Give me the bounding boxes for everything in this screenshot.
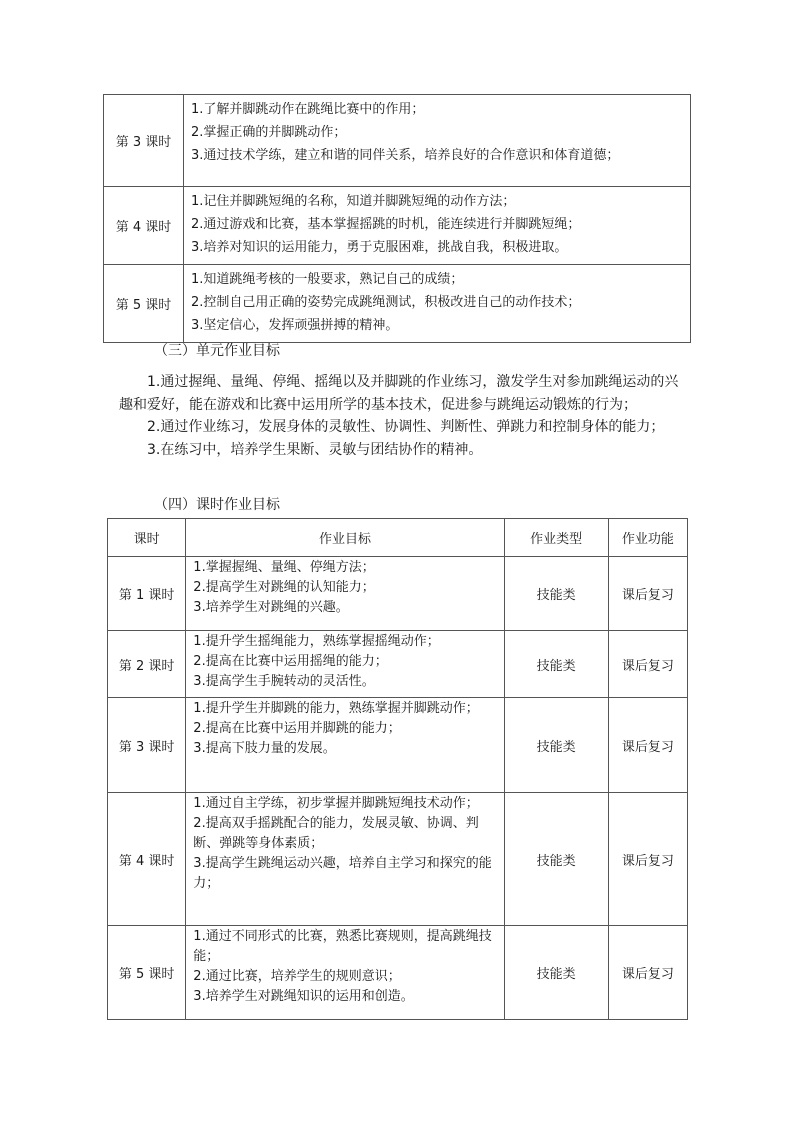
column-header: 作业功能	[608, 519, 687, 557]
lesson-goals-table	[103, 94, 691, 343]
section-heading: （四）课时作业目标	[154, 497, 280, 513]
goal-line: 3.培养对知识的运用能力，勇于克服困难，挑战自我，积极进取。	[191, 240, 568, 255]
goal-line: 1.知道跳绳考核的一般要求，熟记自己的成绩；	[191, 272, 464, 287]
lesson-cell: 第 4 课时	[108, 793, 186, 926]
goal-line: 2.掌握正确的并脚跳动作；	[191, 125, 347, 140]
table-row	[108, 698, 688, 793]
table-row	[104, 187, 691, 265]
column-header: 作业目标	[186, 519, 504, 557]
type-cell: 技能类	[504, 557, 608, 631]
type-cell: 技能类	[504, 793, 608, 926]
function-cell: 课后复习	[608, 698, 687, 793]
type-cell: 技能类	[504, 698, 608, 793]
goal-line: 1.了解并脚跳动作在跳绳比赛中的作用；	[191, 102, 425, 117]
goal-line: 1.提升学生并脚跳的能力，熟练掌握并脚跳动作；	[193, 701, 479, 716]
goals-cell	[186, 926, 504, 1020]
lesson-cell: 第 3 课时	[104, 95, 184, 187]
goal-line: 2.提高在比赛中运用摇绳的能力；	[193, 654, 388, 669]
lesson-cell: 第 4 课时	[104, 187, 184, 265]
table-row	[104, 265, 691, 343]
goal-line: 1.通过自主学练，初步掌握并脚跳短绳技术动作；	[193, 796, 479, 811]
unit-goals-text	[119, 371, 679, 461]
lesson-cell: 第 5 课时	[104, 265, 184, 343]
goal-line: 1.提升学生摇绳能力，熟练掌握摇绳动作；	[193, 634, 440, 649]
goal-line: 3.提高学生手腕转动的灵活性。	[193, 674, 375, 689]
goal-line: 1.通过不同形式的比赛，熟悉比赛规则，提高跳绳技能；	[193, 929, 492, 964]
lesson-cell: 第 3 课时	[108, 698, 186, 793]
paragraph: 2.通过作业练习，发展身体的灵敏性、协调性、判断性、弹跳力和控制身体的能力；	[147, 419, 665, 435]
table-row	[108, 557, 688, 631]
homework-goals-table	[107, 518, 688, 1020]
goal-line: 3.坚定信心，发挥顽强拼搏的精神。	[191, 318, 399, 333]
goals-cell	[186, 698, 504, 793]
goal-line: 3.通过技术学练，建立和谐的同伴关系，培养良好的合作意识和体育道德；	[191, 148, 620, 163]
goal-line: 3.提高下肢力量的发展。	[193, 741, 336, 756]
lesson-cell: 第 2 课时	[108, 631, 186, 698]
goals-cell	[186, 557, 504, 631]
goals-cell	[184, 187, 691, 265]
function-cell: 课后复习	[608, 793, 687, 926]
goal-line: 2.提高在比赛中运用并脚跳的能力；	[193, 721, 401, 736]
table-row	[108, 793, 688, 926]
table-row	[108, 926, 688, 1020]
goal-line: 3.提高学生跳绳运动兴趣，培养自主学习和探究的能力；	[193, 856, 492, 891]
table-row	[108, 631, 688, 698]
goal-line: 2.提高学生对跳绳的认知能力；	[193, 580, 375, 595]
goals-cell	[184, 265, 691, 343]
goal-line: 1.掌握握绳、量绳、停绳方法；	[193, 560, 375, 575]
column-header: 作业类型	[504, 519, 608, 557]
goal-line: 2.通过比赛，培养学生的规则意识；	[193, 969, 401, 984]
function-cell: 课后复习	[608, 557, 687, 631]
goals-cell	[186, 793, 504, 926]
paragraph: 1.通过握绳、量绳、停绳、摇绳以及并脚跳的作业练习，激发学生对参加跳绳运动的兴趣和爱好，能在游戏和比赛中运用所学的基本技术，促进参与跳绳运动锻炼的行为；	[119, 374, 679, 413]
goal-line: 2.通过游戏和比赛，基本掌握摇跳的时机，能连续进行并脚跳短绳；	[191, 217, 581, 232]
section-heading: （三）单元作业目标	[154, 343, 280, 359]
goal-line: 2.提高双手摇跳配合的能力，发展灵敏、协调、判断、弹跳等身体素质；	[193, 816, 479, 851]
goal-line: 1.记住并脚跳短绳的名称，知道并脚跳短绳的动作方法；	[191, 194, 516, 209]
goal-line: 3.培养学生对跳绳知识的运用和创造。	[193, 989, 414, 1004]
paragraph: 3.在练习中，培养学生果断、灵敏与团结协作的精神。	[147, 441, 483, 458]
function-cell: 课后复习	[608, 631, 687, 698]
lesson-cell: 第 5 课时	[108, 926, 186, 1020]
type-cell: 技能类	[504, 631, 608, 698]
table-row	[104, 95, 691, 187]
type-cell: 技能类	[504, 926, 608, 1020]
table-header-row	[108, 519, 688, 557]
goals-cell	[186, 631, 504, 698]
lesson-cell: 第 1 课时	[108, 557, 186, 631]
goal-line: 2.控制自己用正确的姿势完成跳绳测试，积极改进自己的动作技术；	[191, 295, 581, 310]
goals-cell	[184, 95, 691, 187]
column-header: 课时	[108, 519, 186, 557]
function-cell: 课后复习	[608, 926, 687, 1020]
goal-line: 3.培养学生对跳绳的兴趣。	[193, 600, 349, 615]
